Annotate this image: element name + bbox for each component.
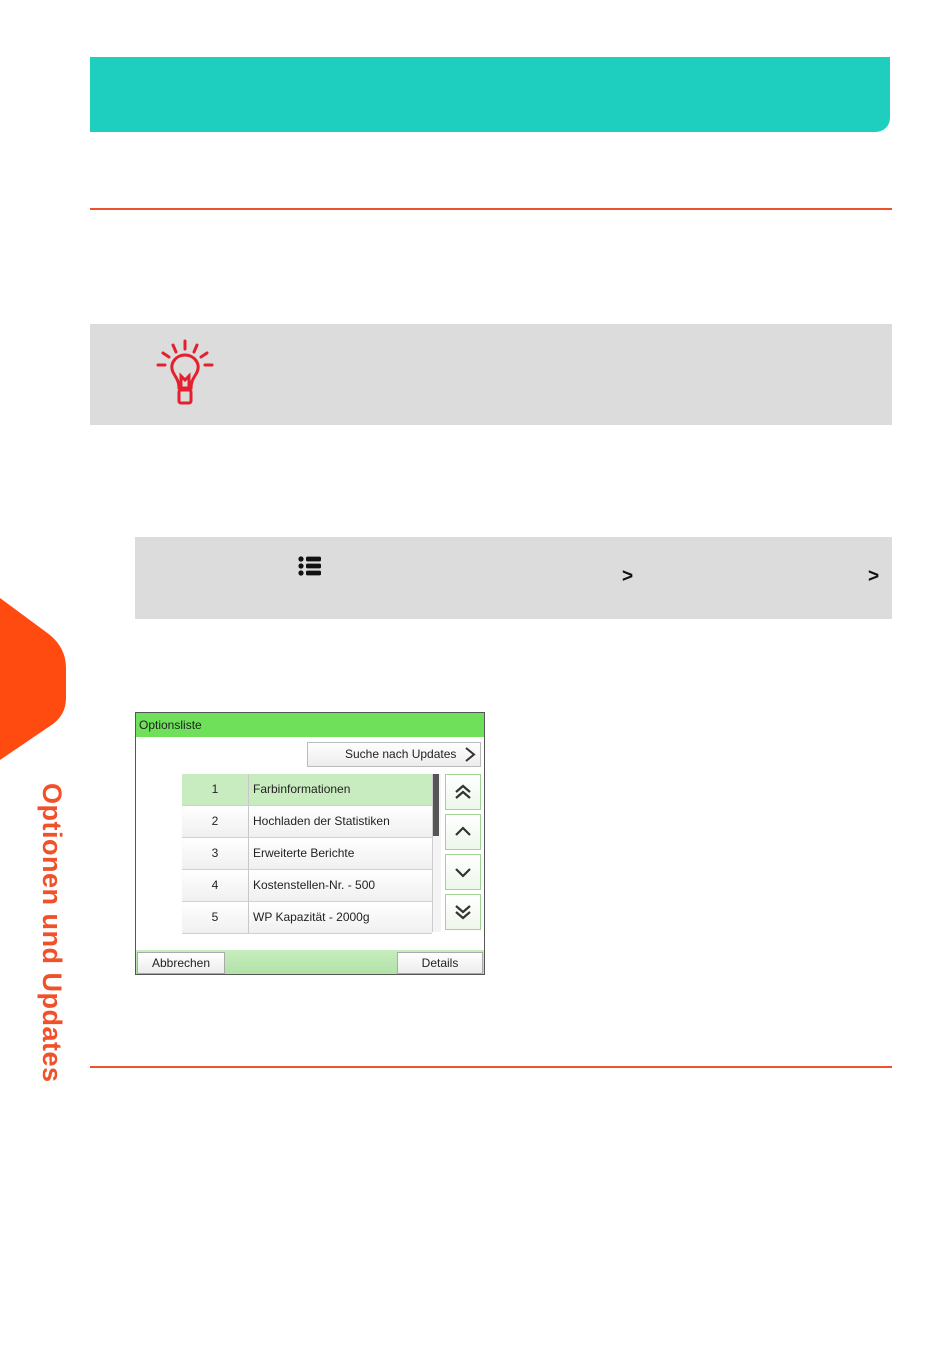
list-item-number: 4 bbox=[182, 870, 249, 901]
list-item-label: Erweiterte Berichte bbox=[253, 846, 355, 860]
side-section-label: Optionen und Updates bbox=[37, 783, 67, 1083]
screen-title: Optionsliste bbox=[136, 713, 484, 737]
path-separator: > bbox=[868, 566, 880, 587]
chevron-up-icon bbox=[453, 822, 473, 842]
navigation-path-box bbox=[135, 537, 892, 619]
page-down-button[interactable] bbox=[445, 894, 481, 930]
chevron-down-icon bbox=[453, 862, 473, 882]
side-section-tab bbox=[0, 598, 66, 760]
page-up-button[interactable] bbox=[445, 774, 481, 810]
list-item-label: WP Kapazität - 2000g bbox=[253, 910, 370, 924]
menu-list-icon bbox=[298, 555, 322, 577]
list-item[interactable] bbox=[182, 806, 432, 838]
list-item[interactable] bbox=[182, 774, 432, 806]
header-banner bbox=[90, 57, 890, 132]
lightbulb-icon bbox=[154, 338, 216, 410]
cancel-button[interactable]: Abbrechen bbox=[137, 952, 225, 974]
path-separator: > bbox=[622, 566, 634, 587]
device-screen bbox=[135, 712, 485, 975]
scroll-up-button[interactable] bbox=[445, 814, 481, 850]
list-item-label: Kostenstellen-Nr. - 500 bbox=[253, 878, 376, 892]
details-button[interactable]: Details bbox=[397, 952, 483, 974]
divider-bottom bbox=[90, 1066, 892, 1068]
scrollbar-thumb[interactable] bbox=[433, 774, 439, 836]
list-item[interactable] bbox=[182, 902, 432, 934]
list-item[interactable] bbox=[182, 870, 432, 902]
list-item-number: 3 bbox=[182, 838, 249, 869]
chevron-right-icon bbox=[464, 747, 476, 762]
options-list bbox=[182, 774, 432, 934]
search-updates-label: Suche nach Updates bbox=[345, 747, 457, 761]
list-item-label: Farbinformationen bbox=[253, 782, 351, 796]
list-item-number: 2 bbox=[182, 806, 249, 837]
search-updates-button[interactable] bbox=[307, 742, 481, 767]
list-item-label: Hochladen der Statistiken bbox=[253, 814, 390, 828]
list-item[interactable] bbox=[182, 838, 432, 870]
double-chevron-up-icon bbox=[453, 782, 473, 802]
divider-top bbox=[90, 208, 892, 210]
list-item-number: 5 bbox=[182, 902, 249, 933]
list-item-number: 1 bbox=[182, 774, 249, 805]
double-chevron-down-icon bbox=[453, 902, 473, 922]
scroll-down-button[interactable] bbox=[445, 854, 481, 890]
